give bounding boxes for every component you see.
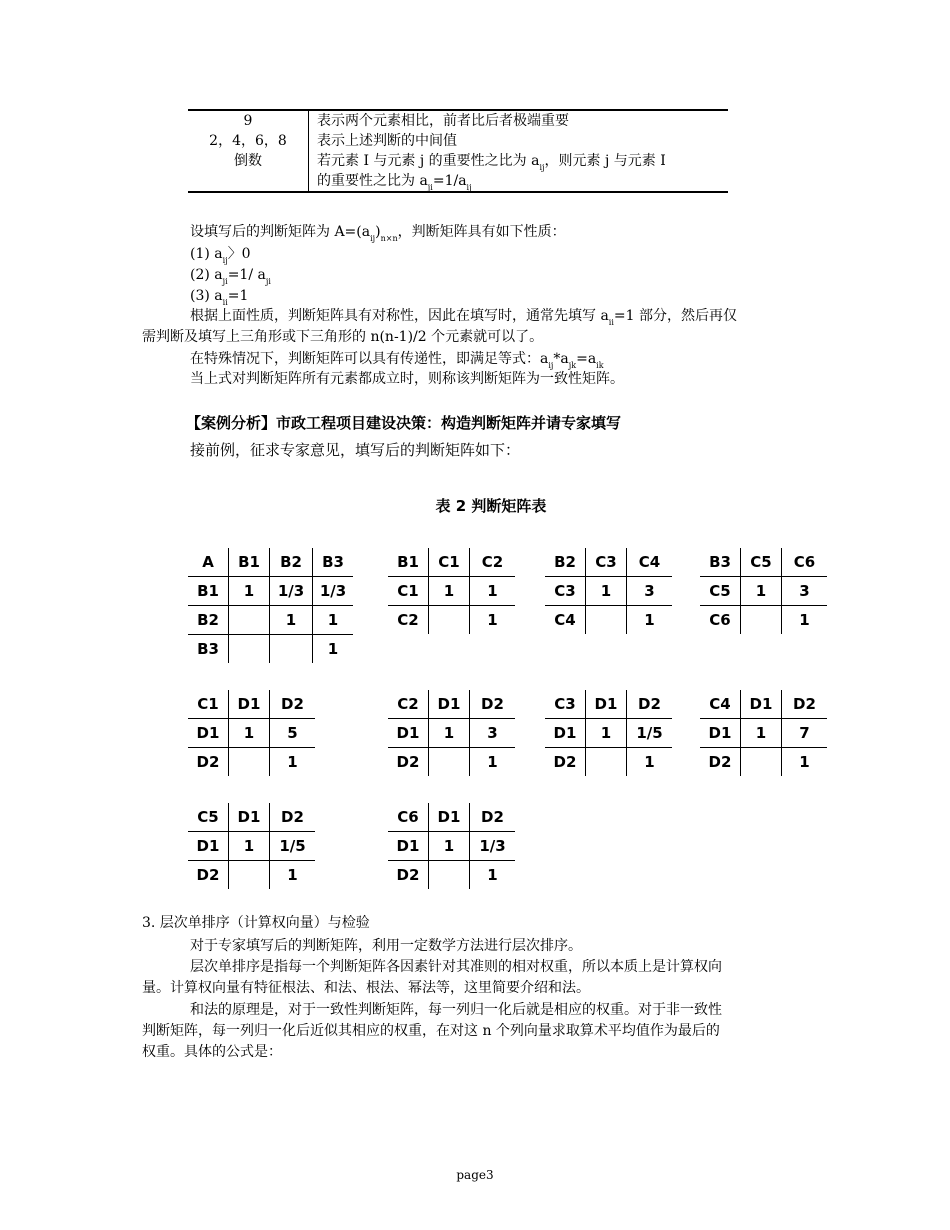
- paragraph-weight-line2: 量。计算权向量有特征根法、和法、根法、幂法等，这里简要介绍和法。: [142, 980, 590, 996]
- matrix-A: [188, 548, 353, 663]
- matrix-cell: 1: [229, 719, 270, 748]
- paragraph-sum-method-line3: 权重。具体的公式是：: [142, 1044, 282, 1060]
- matrix-cell: 1: [627, 606, 673, 635]
- matrix-cell: 3: [782, 577, 828, 606]
- matrix-cell: 1/3: [470, 832, 516, 861]
- matrix-header-cell: C2: [470, 548, 516, 577]
- table-row: [545, 548, 672, 577]
- matrix-C6: [388, 803, 515, 889]
- matrix-header-cell: D1: [429, 690, 470, 719]
- table-row: [188, 606, 353, 635]
- matrix-header-cell: D2: [545, 748, 586, 777]
- matrix-cell: [741, 748, 782, 777]
- matrix-cell: [586, 606, 627, 635]
- scale-value: 2，4，6，8: [188, 131, 309, 151]
- paragraph-transitivity: 在特殊情况下，判断矩阵可以具有传递性，即满足等式：$a_{ij}*a_{jk}=a_{ik}$: [190, 351, 604, 370]
- matrix-cell: [229, 861, 270, 890]
- matrix-header-cell: B2: [545, 548, 586, 577]
- table-row: [388, 577, 515, 606]
- matrix-cell: 1/3: [270, 577, 313, 606]
- matrix-header-cell: C2: [388, 690, 429, 719]
- table-row: [388, 690, 515, 719]
- matrix-B1: [388, 548, 515, 634]
- matrix-header-cell: C1: [188, 690, 229, 719]
- matrix-header-cell: B1: [388, 548, 429, 577]
- matrix-header-cell: D2: [270, 690, 316, 719]
- matrix-cell: [741, 606, 782, 635]
- matrix-header-cell: B3: [313, 548, 354, 577]
- matrix-header-cell: D1: [545, 719, 586, 748]
- property-3: (3) $a_{ii}=1$: [190, 288, 249, 307]
- matrix-cell: 1: [782, 606, 828, 635]
- matrix-cell: 3: [470, 719, 516, 748]
- matrix-cell: 7: [782, 719, 828, 748]
- table-row: [388, 548, 515, 577]
- scale-value: 9: [188, 110, 309, 131]
- matrix-header-cell: B2: [188, 606, 229, 635]
- matrix-header-cell: C5: [700, 577, 741, 606]
- matrix-cell: [229, 635, 270, 664]
- matrix-header-cell: D2: [782, 690, 828, 719]
- table-row: [545, 748, 672, 777]
- paragraph-consistency: 当上式对判断矩阵所有元素都成立时，则称该判断矩阵为一致性矩阵。: [190, 371, 624, 387]
- matrix-cell: 1: [429, 719, 470, 748]
- table-row: [188, 577, 353, 606]
- table-row: [188, 719, 315, 748]
- table-row: [700, 719, 827, 748]
- matrix-header-cell: D1: [741, 690, 782, 719]
- matrix-header-cell: B1: [188, 577, 229, 606]
- matrix-cell: 1: [741, 719, 782, 748]
- matrix-header-cell: D2: [700, 748, 741, 777]
- scale-table: [188, 109, 728, 193]
- matrix-header-cell: B3: [700, 548, 741, 577]
- matrix-C2: [388, 690, 515, 776]
- matrix-header-cell: D2: [188, 748, 229, 777]
- matrix-header-cell: C5: [741, 548, 782, 577]
- matrix-header-cell: C3: [586, 548, 627, 577]
- table-row: [188, 803, 315, 832]
- table-row: [188, 748, 315, 777]
- matrix-cell: 1: [229, 577, 270, 606]
- case-intro: 接前例，征求专家意见，填写后的判断矩阵如下：: [190, 441, 521, 459]
- scale-meaning: 若元素 I 与元素 j 的重要性之比为 $a_{ij}$，则元素 j 与元素 I 的重要性之比为 $a_{ji}=1/a_{ij}$: [317, 153, 666, 192]
- matrix-header-cell: B3: [188, 635, 229, 664]
- matrix-header-cell: C6: [782, 548, 828, 577]
- matrix-cell: 1: [429, 577, 470, 606]
- matrix-cell: 1: [270, 861, 316, 890]
- page-number: page3: [456, 1168, 494, 1182]
- matrix-cell: 1: [470, 577, 516, 606]
- matrix-header-cell: D2: [627, 690, 673, 719]
- paragraph-matrix-definition: 设填写后的判断矩阵为 $A=(a_{ij})_{n\times n}$，判断矩阵具有如下性质：: [190, 224, 566, 243]
- matrix-cell: [229, 748, 270, 777]
- paragraph-symmetry-line2: 需判断及填写上三角形或下三角形的 n(n-1)/2 个元素就可以了。: [142, 329, 544, 345]
- matrix-header-cell: D2: [470, 803, 516, 832]
- paragraph-sum-method-line2: 判断矩阵，每一列归一化后近似其相应的权重，在对这 n 个列向量求取算术平均值作为最后的: [142, 1023, 720, 1039]
- table-row: [388, 803, 515, 832]
- paragraph-weight-line1: 层次单排序是指每一个判断矩阵各因素针对其准则的相对权重，所以本质上是计算权向: [190, 959, 722, 975]
- matrix-header-cell: C6: [700, 606, 741, 635]
- matrix-header-cell: D2: [388, 748, 429, 777]
- matrix-cell: 1: [270, 748, 316, 777]
- table-row: [388, 861, 515, 890]
- matrix-B3: [700, 548, 827, 634]
- matrix-cell: 1: [470, 861, 516, 890]
- table-row: [700, 548, 827, 577]
- matrix-header-cell: D2: [388, 861, 429, 890]
- matrix-header-cell: D1: [188, 719, 229, 748]
- matrix-cell: [429, 748, 470, 777]
- matrix-header-cell: D1: [188, 832, 229, 861]
- table-row: [188, 131, 728, 151]
- matrix-header-cell: B2: [270, 548, 313, 577]
- matrix-header-cell: C4: [545, 606, 586, 635]
- matrix-cell: [586, 748, 627, 777]
- matrix-header-cell: C3: [545, 690, 586, 719]
- table-row: [188, 548, 353, 577]
- table-row: [700, 606, 827, 635]
- matrix-cell: 1/5: [627, 719, 673, 748]
- table-row: [188, 635, 353, 664]
- matrix-cell: 1: [429, 832, 470, 861]
- table-row: [545, 606, 672, 635]
- matrix-cell: 5: [270, 719, 316, 748]
- section-heading: 3. 层次单排序（计算权向量）与检验: [142, 915, 370, 931]
- matrix-cell: [429, 606, 470, 635]
- matrix-header-cell: C1: [429, 548, 470, 577]
- matrix-cell: 1: [741, 577, 782, 606]
- property-2: (2) $a_{ji}=1/$ $a_{ji}$: [190, 267, 271, 286]
- matrix-cell: [270, 635, 313, 664]
- matrix-cell: 1: [586, 719, 627, 748]
- matrix-C4: [700, 690, 827, 776]
- matrix-cell: 1: [782, 748, 828, 777]
- table-row: [188, 832, 315, 861]
- paragraph-symmetry-line1: 根据上面性质，判断矩阵具有对称性，因此在填写时，通常先填写 $a_{ii}=1$ 部分，然后再仅: [190, 308, 738, 327]
- matrix-header-cell: D1: [388, 719, 429, 748]
- table-row: [700, 748, 827, 777]
- matrix-cell: 1: [313, 606, 354, 635]
- matrix-header-cell: D1: [229, 690, 270, 719]
- matrix-header-cell: C1: [388, 577, 429, 606]
- scale-meaning: 表示上述判断的中间值: [317, 133, 457, 149]
- matrix-cell: 3: [627, 577, 673, 606]
- table-caption: 表 2 判断矩阵表: [435, 497, 547, 515]
- property-1: (1) $a_{ij}$〉0: [190, 246, 251, 265]
- matrix-cell: 1: [627, 748, 673, 777]
- case-heading: 【案例分析】市政工程项目建设决策：构造判断矩阵并请专家填写: [186, 414, 622, 432]
- matrix-header-cell: D2: [470, 690, 516, 719]
- table-row: [700, 577, 827, 606]
- matrix-header-cell: D1: [586, 690, 627, 719]
- matrix-cell: 1/3: [313, 577, 354, 606]
- matrix-header-cell: B1: [229, 548, 270, 577]
- matrix-cell: 1: [270, 606, 313, 635]
- matrix-header-cell: C5: [188, 803, 229, 832]
- matrix-header-cell: C4: [627, 548, 673, 577]
- matrix-header-cell: C2: [388, 606, 429, 635]
- paragraph-sum-method-line1: 和法的原理是，对于一致性判断矩阵，每一列归一化后就是相应的权重。对于非一致性: [190, 1002, 722, 1018]
- matrix-cell: 1: [470, 748, 516, 777]
- matrix-header-cell: D1: [388, 832, 429, 861]
- matrix-header-cell: D1: [229, 803, 270, 832]
- table-row: [700, 690, 827, 719]
- matrix-C3: [545, 690, 672, 776]
- matrix-header-cell: C4: [700, 690, 741, 719]
- matrix-header-cell: D2: [188, 861, 229, 890]
- table-row: [388, 832, 515, 861]
- matrix-header-cell: C3: [545, 577, 586, 606]
- matrix-header-cell: D1: [429, 803, 470, 832]
- matrix-cell: 1/5: [270, 832, 316, 861]
- table-row: [545, 719, 672, 748]
- table-row: [388, 748, 515, 777]
- table-row: [545, 577, 672, 606]
- table-row: [188, 110, 728, 131]
- table-row: [545, 690, 672, 719]
- table-row: [188, 151, 728, 192]
- matrix-C1: [188, 690, 315, 776]
- table-row: [388, 719, 515, 748]
- matrix-cell: 1: [313, 635, 354, 664]
- table-row: [188, 861, 315, 890]
- matrix-cell: 1: [586, 577, 627, 606]
- matrix-C5: [188, 803, 315, 889]
- matrix-B2: [545, 548, 672, 634]
- matrix-cell: [429, 861, 470, 890]
- matrix-cell: 1: [229, 832, 270, 861]
- table-row: [188, 690, 315, 719]
- matrix-header-cell: D1: [700, 719, 741, 748]
- matrix-cell: [229, 606, 270, 635]
- matrix-header-cell: D2: [270, 803, 316, 832]
- matrix-cell: 1: [470, 606, 516, 635]
- matrix-header-cell: A: [188, 548, 229, 577]
- paragraph-ranking: 对于专家填写后的判断矩阵，利用一定数学方法进行层次排序。: [190, 938, 582, 954]
- scale-value: 倒数: [188, 151, 309, 192]
- table-row: [388, 606, 515, 635]
- matrix-header-cell: C6: [388, 803, 429, 832]
- scale-meaning: 表示两个元素相比，前者比后者极端重要: [317, 113, 569, 129]
